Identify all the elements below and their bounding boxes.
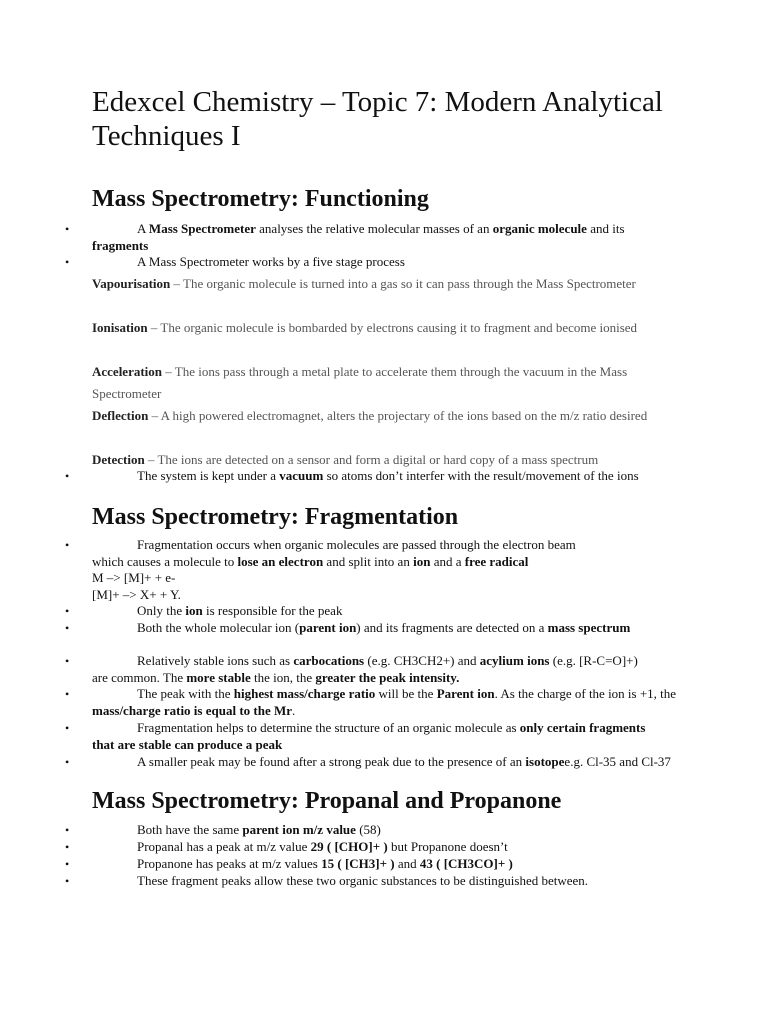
bullet-icon: •: [65, 222, 70, 236]
stage-vapourisation: Vapourisation – The organic molecule is turned into a gas so it can pass through the Mass Spectrometer: [92, 276, 636, 291]
stage-ionisation: Ionisation – The organic molecule is bombarded by electrons causing it to fragment and become ionised: [92, 320, 638, 335]
stage-deflection: Deflection – A high powered electromagnet, alters the projectary of the ions based on the m/z ratio desired: [92, 408, 648, 423]
bullet-icon: •: [65, 823, 70, 837]
bullet-icon: •: [65, 604, 70, 618]
bullet-icon: •: [65, 621, 70, 635]
document-page: Edexcel Chemistry – Topic 7: Modern Analytical Techniques I Mass Spectrometry: Functioning • A Mass Spectrometer analyses the relative molecular masses of an organic molecule and its fragments • A Mass Spectrometer works by a five stage process Vapourisation – The organic molecule is turned into a gas so it can pass through the Mass Spectrometer Ionisation – The organic molecule is bombarded by electrons causing it to fragment and become ionised Acceleration – The ions pass through a metal plate to accelerate them through the vacuum in the Mass Spectrometer Deflection – A high powered electromagnet, alters the projectary of the ions based on the m/z ratio desired Detection – The ions are detected on a sensor and form a digital or hard copy of a mass spectrum • The system is kept under a vacuum so atoms don’t interfer with the result/movement of the ions Mass Spectrometry: Fragmentation • Fragmentation occurs when organic molecules are passed through the electron beam which causes a molecule to lose an electron and split into an ion and a free radical M –> [M]+ + e- [M]+ –> X+ + Y. • Only the ion is responsible for the peak • Both the whole molecular ion (parent ion) and its fragments are detected on a mass spectrum • Relatively stable ions such as carbocations (e.g. CH3CH2+) and acylium ions (e.g. [R-C=O]+) are common. The more stable the ion, the greater the peak intensity. • The peak with the highest mass/charge ratio will be the Parent ion. As the charge of the ion is +1, the mass/charge ratio is equal to the Mr. • Fragmentation helps to determine the structure of an organic molecule as only certain fragments that are stable can produce a peak • A smaller peak may be found after a strong peak due to the presence of an isotopee.g. Cl-35 and Cl-37 Mass Spectrometry: Propanal and Propanone • Both have the same parent ion m/z value (58) • Propanal has a peak at m/z value 29 ( [CHO]+ ) but Propanone doesn’t • Propanone has peaks at m/z values 15 ( [CH3]+ ) and 43 ( [CH3CO]+ ) • These fragment peaks allow these two organic substances to be distinguished between.: [0, 0, 768, 1024]
stage-detection: Detection – The ions are detected on a sensor and form a digital or hard copy of a mass spectrum: [92, 452, 599, 467]
bullet-icon: •: [65, 721, 70, 735]
bullet-icon: •: [65, 874, 70, 888]
document-title: Edexcel Chemistry – Topic 7: Modern Analytical Techniques I: [92, 86, 663, 152]
bullet-icon: •: [65, 857, 70, 871]
bullet-icon: •: [65, 538, 70, 552]
section-heading-propanal-propanone: Mass Spectrometry: Propanal and Propanone: [92, 788, 562, 814]
section-heading-functioning: Mass Spectrometry: Functioning: [92, 186, 429, 212]
bullet-icon: •: [65, 755, 70, 769]
stage-acceleration: Acceleration – The ions pass through a metal plate to accelerate them through the vacuum in the Mass Spectrometer: [92, 364, 628, 401]
bullet-icon: •: [65, 469, 70, 483]
bullet-icon: •: [65, 840, 70, 854]
bullet-icon: •: [65, 687, 70, 701]
bullet-icon: •: [65, 654, 70, 668]
section-heading-fragmentation: Mass Spectrometry: Fragmentation: [92, 504, 459, 530]
bullet-icon: •: [65, 255, 70, 269]
